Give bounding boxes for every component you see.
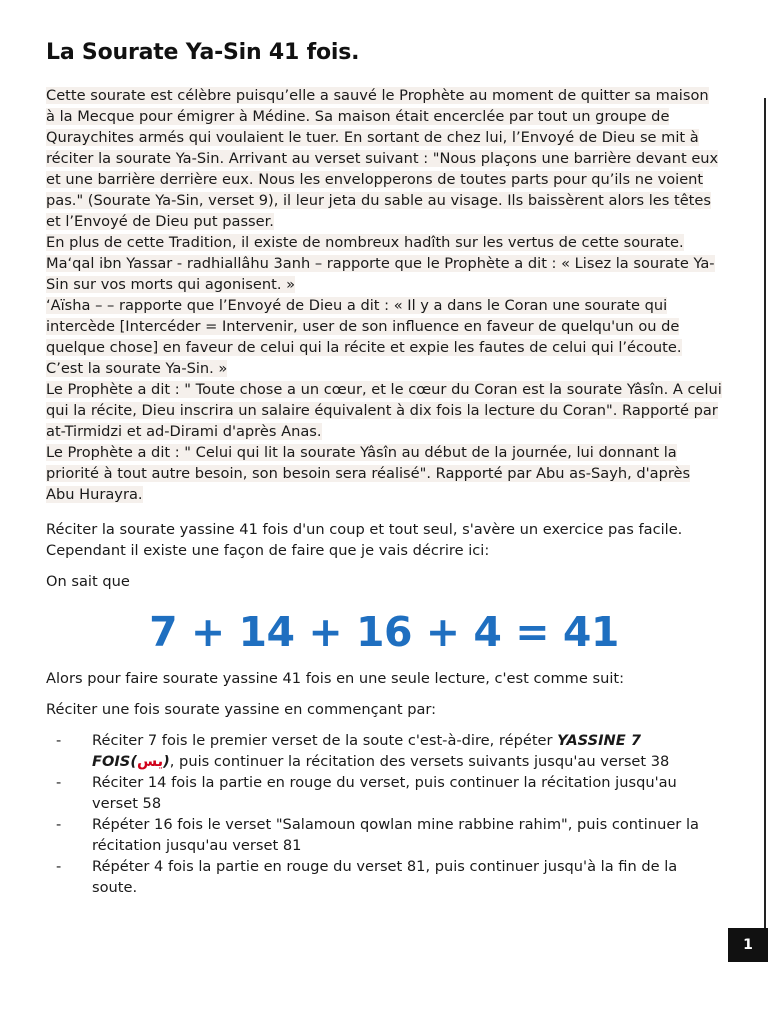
step-emphasis-close: )	[163, 753, 170, 770]
intro-paragraph	[46, 85, 722, 232]
step-text: Réciter 7 fois le premier verset de la soute c'est-à-dire, répéter	[92, 732, 558, 749]
alors-paragraph: Alors pour faire sourate yassine 41 fois en une seule lecture, c'est comme suit:	[46, 670, 625, 687]
intro-section	[46, 85, 722, 505]
page-number: 1	[728, 928, 768, 962]
step-text: , puis continuer la récitation des versets suivants jusqu'au verset 38	[169, 753, 670, 770]
list-dash: -	[56, 816, 62, 833]
recite-paragraph: Réciter la sourate yassine 41 fois d'un coup et tout seul, s'avère un exercice pas facile. Cependant il existe une façon de faire que je vais décrire ici:	[46, 521, 683, 559]
on-sait-paragraph: On sait que	[46, 573, 130, 590]
intro-paragraph	[46, 232, 722, 253]
intro-paragraph	[46, 295, 722, 379]
intro-line: Cette sourate est célèbre puisqu’elle a sauvé le Prophète au moment de quitter sa maison à la Mecque pour émigrer à Médine. Sa maison était encerclée par tout un groupe de Quraychites armés qui voulaient le tuer. En sortant de chez lui, l’Envoyé de Dieu se mit à réciter la sourate Ya-Sin. Arrivant au verset suivant : "Nous plaçons une barrière devant eux et une barrière derrière eux. Nous les envelopperons de toutes parts pour qu’ils ne voient pas." (Sourate Ya-Sin, verset 9), il leur jeta du sable au visage. Ils baissèrent alors les têtes et l’Envoyé de Dieu put passer.	[46, 87, 719, 230]
intro-line: Ma‘qal ibn Yassar - radhiallâhu 3anh – rapporte que le Prophète a dit : « Lisez la sourate Ya-Sin sur vos morts qui agonisent. »	[46, 255, 715, 293]
list-dash: -	[56, 774, 62, 791]
intro-line: En plus de cette Tradition, il existe de nombreux hadîth sur les vertus de cette sourate.	[46, 234, 684, 251]
intro-line: ‘Aïsha – – rapporte que l’Envoyé de Dieu a dit : « Il y a dans le Coran une sourate qui intercède [Intercéder = Intervenir, user de son influence en faveur de quelqu'un ou de quelque chose] en faveur de celui qui la récite et expie les fautes de celui qui l’écoute. C’est la sourate Ya-Sin. »	[46, 297, 682, 377]
step-text: Répéter 4 fois la partie en rouge du verset 81, puis continuer jusqu'à la fin de la soute.	[92, 858, 678, 896]
intro-line: Le Prophète a dit : " Toute chose a un cœur, et le cœur du Coran est la sourate Yâsîn. A celui qui la récite, Dieu inscrira un salaire équivalent à dix fois la lecture du Coran". Rapporté par at-Tirmidzi et ad-Dirami d'après Anas.	[46, 381, 722, 440]
intro-paragraph	[46, 442, 722, 505]
equation: 7 + 14 + 16 + 4 = 41	[149, 608, 619, 656]
step-emphasis: YASSINE 7 FOIS(	[92, 732, 641, 770]
intro-line: Le Prophète a dit : " Celui qui lit la sourate Yâsîn au début de la journée, lui donnant la priorité à tout autre besoin, son besoin sera réalisé". Rapporté par Abu as-Sayh, d'après Abu Hurayra.	[46, 444, 691, 503]
list-item	[46, 730, 722, 772]
page-edge-rule	[764, 98, 766, 928]
document-title: La Sourate Ya-Sin 41 fois.	[46, 40, 360, 65]
intro-paragraph	[46, 253, 722, 295]
list-item	[46, 856, 722, 898]
reciter-une-paragraph: Réciter une fois sourate yassine en commençant par:	[46, 701, 437, 718]
steps-list	[46, 730, 722, 898]
step-text: Répéter 16 fois le verset "Salamoun qowlan mine rabbine rahim", puis continuer la récitation jusqu'au verset 81	[92, 816, 699, 854]
list-item	[46, 814, 722, 856]
intro-paragraph	[46, 379, 722, 442]
list-dash: -	[56, 858, 62, 875]
list-item	[46, 772, 722, 814]
document-page	[46, 40, 722, 898]
step-text: Réciter 14 fois la partie en rouge du verset, puis continuer la récitation jusqu'au verset 58	[92, 774, 677, 812]
list-dash: -	[56, 732, 62, 749]
arabic-yasin: يس	[137, 753, 164, 770]
